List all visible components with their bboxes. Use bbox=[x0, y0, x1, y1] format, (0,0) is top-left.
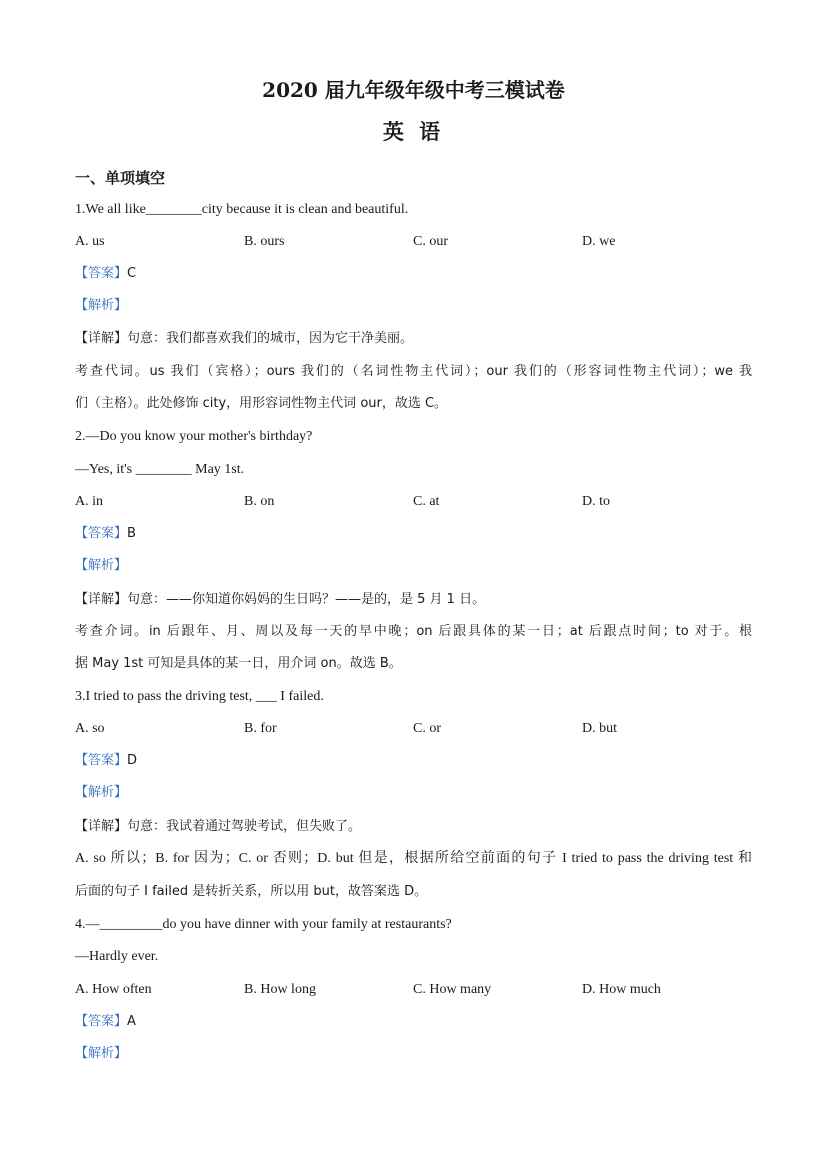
question-2-answer bbox=[75, 525, 136, 543]
subject-title: 英 语 bbox=[382, 119, 445, 144]
question-4-analysis bbox=[75, 1045, 127, 1063]
answer-value: C bbox=[127, 266, 137, 281]
question-2-analysis bbox=[75, 557, 127, 575]
question-1-stem: 1.We all like________city because it is clean and beautiful. bbox=[75, 202, 409, 217]
question-4-stem-line-1: 4.—_________do you have dinner with your family at restaurants? bbox=[75, 917, 452, 932]
question-1-analysis bbox=[75, 297, 127, 315]
question-1-option-d: D. we bbox=[582, 234, 616, 249]
question-2-detail bbox=[75, 591, 485, 609]
question-1-option-b: B. ours bbox=[244, 234, 285, 249]
question-3-option-c: C. or bbox=[413, 721, 441, 736]
question-3-detail bbox=[75, 818, 361, 836]
answer-label: 【答案】 bbox=[75, 1014, 128, 1029]
question-1-explanation-line-1: 考查代词。us 我们（宾格）；ours 我们的（名词性物主代词）；our 我们的（形容词性物主代词）；we 我 bbox=[75, 364, 752, 379]
question-3-option-b: B. for bbox=[244, 721, 277, 736]
answer-label: 【答案】 bbox=[75, 266, 128, 281]
answer-label: 【答案】 bbox=[75, 753, 128, 768]
detail-label: 【详解】 bbox=[75, 331, 128, 346]
question-1-option-a: A. us bbox=[75, 234, 105, 249]
question-1-option-c: C. our bbox=[413, 234, 448, 249]
answer-value: A bbox=[127, 1014, 136, 1029]
question-3-option-d: D. but bbox=[582, 721, 617, 736]
question-4-option-b: B. How long bbox=[244, 982, 316, 997]
question-2-option-d: D. to bbox=[582, 494, 610, 509]
analysis-label: 【解析】 bbox=[75, 298, 128, 313]
question-2-option-a: A. in bbox=[75, 494, 103, 509]
detail-text: 句意：我试着通过驾驶考试，但失败了。 bbox=[127, 819, 362, 834]
question-3-analysis bbox=[75, 784, 127, 802]
question-2-stem-line-2: —Yes, it's ________ May 1st. bbox=[75, 462, 245, 477]
section-heading: 一、单项填空 bbox=[75, 169, 166, 187]
question-4-option-d: D. How much bbox=[582, 982, 661, 997]
question-2-stem-line-1: 2.—Do you know your mother's birthday? bbox=[75, 429, 313, 444]
answer-value: B bbox=[127, 526, 136, 541]
detail-label: 【详解】 bbox=[75, 819, 128, 834]
question-2-explanation-line-2: 据 May 1st 可知是具体的某一日，用介词 on。故选 B。 bbox=[75, 656, 402, 671]
question-2-option-c: C. at bbox=[413, 494, 440, 509]
detail-text: 句意：我们都喜欢我们的城市，因为它干净美丽。 bbox=[127, 331, 414, 346]
analysis-label: 【解析】 bbox=[75, 558, 128, 573]
question-3-option-a: A. so bbox=[75, 721, 105, 736]
exam-title: 2020 届九年级年级中考三模试卷 bbox=[262, 78, 565, 102]
question-1-answer bbox=[75, 265, 136, 283]
question-1-detail bbox=[75, 330, 413, 348]
answer-label: 【答案】 bbox=[75, 526, 128, 541]
question-4-option-c: C. How many bbox=[413, 982, 492, 997]
analysis-label: 【解析】 bbox=[75, 1046, 128, 1061]
question-1-explanation-line-2: 们（主格）。此处修饰 city，用形容词性物主代词 our，故选 C。 bbox=[75, 396, 448, 411]
answer-value: D bbox=[127, 753, 138, 768]
question-2-explanation-line-1: 考查介词。in 后跟年、月、周以及每一天的早中晚；on 后跟具体的某一日；at 后跟点时间；to 对于。根 bbox=[75, 624, 752, 639]
detail-text: 句意：——你知道你妈妈的生日吗？——是的，是 5 月 1 日。 bbox=[127, 592, 486, 607]
question-3-stem: 3.I tried to pass the driving test, ___ I failed. bbox=[75, 689, 324, 704]
question-3-explanation-line-1: A. so 所以；B. for 因为；C. or 否则；D. but 但是，根据所给空前面的句子 I tried to pass the driving test 和 bbox=[75, 851, 752, 866]
question-3-explanation-line-2: 后面的句子 I failed 是转折关系，所以用 but，故答案选 D。 bbox=[75, 884, 428, 899]
question-4-stem-line-2: —Hardly ever. bbox=[75, 949, 159, 964]
detail-label: 【详解】 bbox=[75, 592, 128, 607]
question-2-option-b: B. on bbox=[244, 494, 275, 509]
question-3-answer bbox=[75, 752, 137, 770]
analysis-label: 【解析】 bbox=[75, 785, 128, 800]
question-4-answer bbox=[75, 1013, 136, 1031]
question-4-option-a: A. How often bbox=[75, 982, 152, 997]
